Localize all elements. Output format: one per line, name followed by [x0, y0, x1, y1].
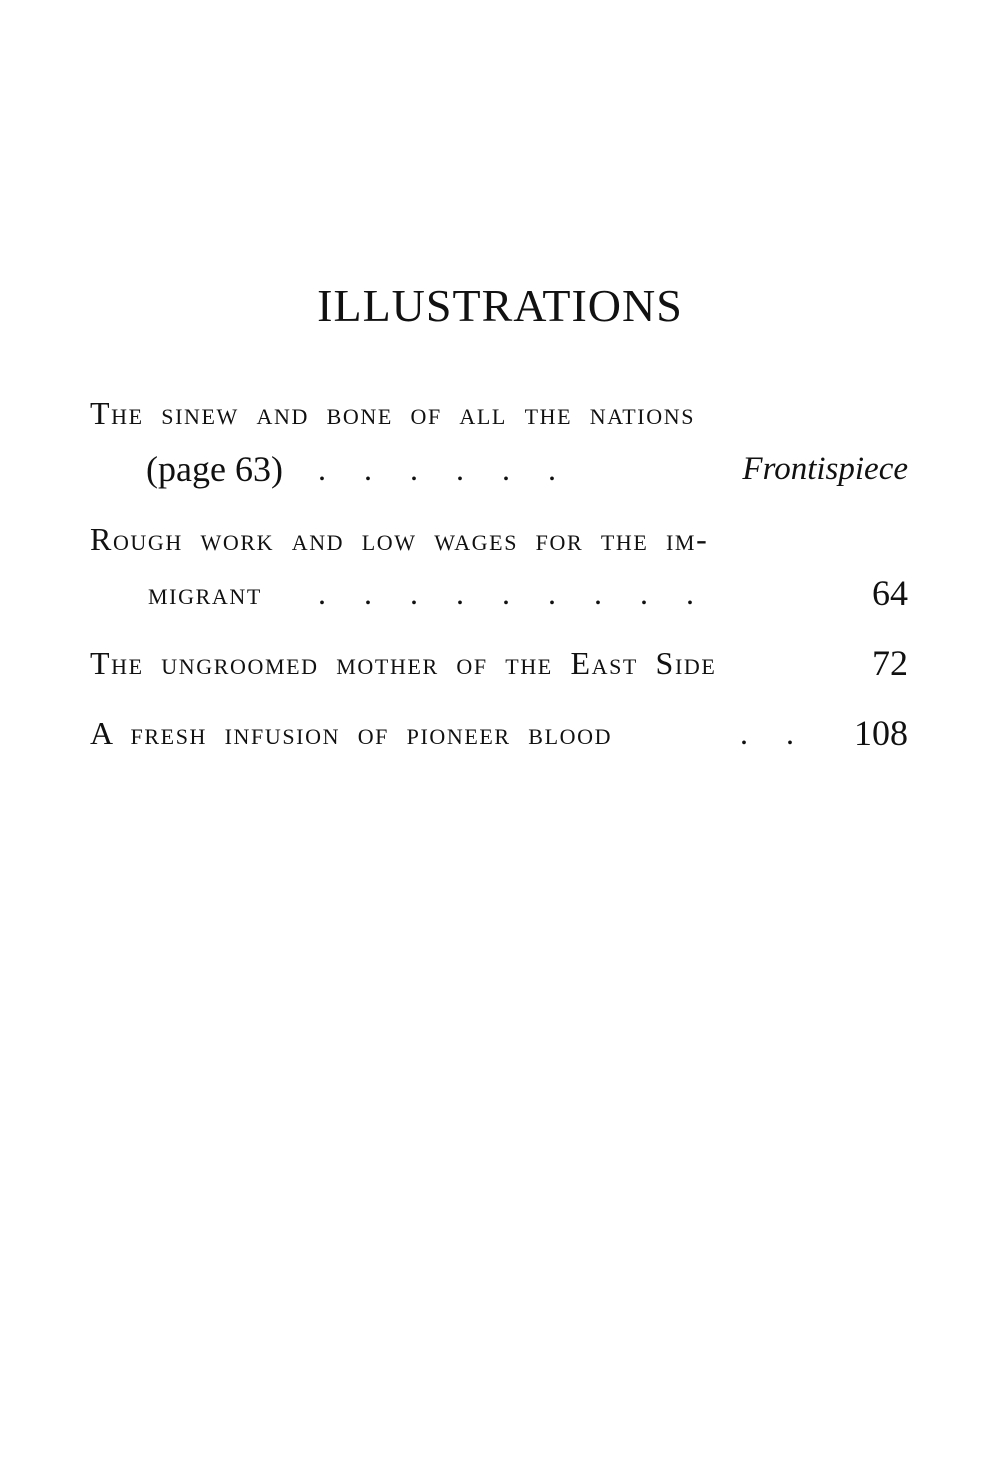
entry-title: Rough work and low wages for the im-: [90, 521, 709, 557]
entry-title: The ungroomed mother of the East Side: [90, 645, 717, 681]
entry-title-continuation: (page 63): [146, 449, 283, 489]
page-number: 64: [872, 573, 908, 613]
dot-leader: . .: [740, 715, 794, 751]
page-number: 108: [854, 713, 908, 753]
entry-title-continuation: migrant: [148, 575, 262, 611]
dot-leader: . . . . . . . . .: [318, 575, 694, 611]
page-number: Frontispiece: [742, 451, 908, 487]
entry-title: The sinew and bone of all the nations: [90, 395, 696, 431]
page-number: 72: [872, 643, 908, 683]
page-title: ILLUSTRATIONS: [317, 280, 683, 331]
dot-leader: . . . . . .: [318, 451, 556, 487]
entry-title: A fresh infusion of pioneer blood: [90, 715, 613, 751]
